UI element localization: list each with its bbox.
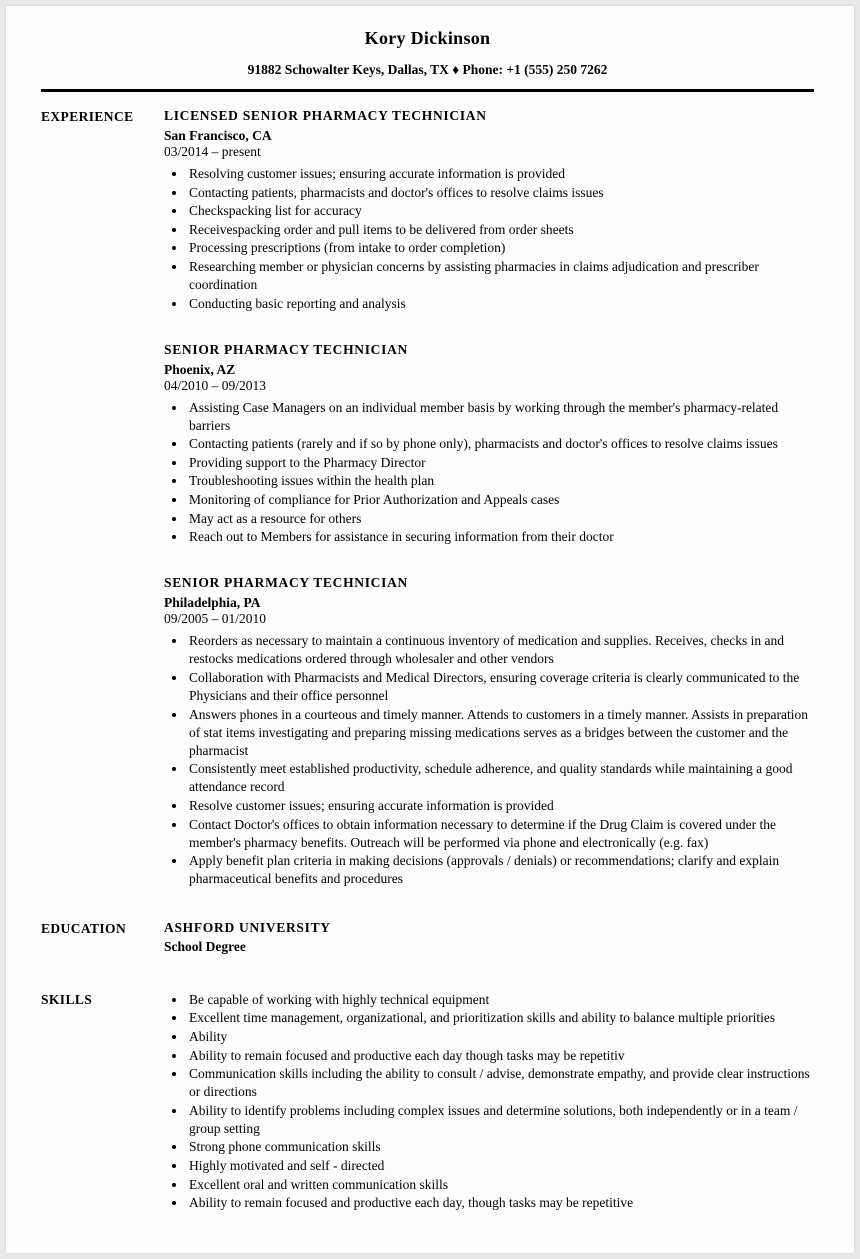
- section-skills: [41, 991, 814, 1213]
- job-bullet-list: [164, 399, 814, 547]
- section-label-skills: SKILLS: [41, 991, 93, 1007]
- bullet-item: • Collaboration with Pharmacists and Medical Directors, ensuring coverage criteria is clearly communicated to the Physicians and their office personnel: [187, 669, 814, 705]
- job-entry-3: [164, 575, 814, 888]
- bullet-item: • Checkspacking list for accuracy: [187, 202, 814, 220]
- bullet-item: • May act as a resource for others: [187, 510, 814, 528]
- bullet-item: • Consistently meet established productivity, schedule adherence, and quality standards while maintaining a good attendance record: [187, 760, 814, 796]
- bullet-item: • Ability: [187, 1028, 814, 1046]
- bullet-item: • Highly motivated and self - directed: [187, 1157, 814, 1175]
- skills-bullet-list: [164, 991, 814, 1212]
- bullet-item: • Monitoring of compliance for Prior Authorization and Appeals cases: [187, 491, 814, 509]
- bullet-item: • Troubleshooting issues within the health plan: [187, 472, 814, 490]
- bullet-item: • Excellent oral and written communication skills: [187, 1176, 814, 1194]
- experience-content: [164, 108, 814, 889]
- job-title: SENIOR PHARMACY TECHNICIAN: [164, 575, 408, 591]
- job-location: Philadelphia, PA: [164, 595, 261, 611]
- bullet-item: • Providing support to the Pharmacy Director: [187, 454, 814, 472]
- job-location: San Francisco, CA: [164, 128, 272, 143]
- bullet-item: • Strong phone communication skills: [187, 1138, 814, 1156]
- job-bullet-list: [164, 165, 814, 313]
- bullet-item: • Answers phones in a courteous and timely manner. Attends to customers in a timely manner. Assists in preparation of stat items investigating and preparing missing medications serves as a bridges between the customer and the pharmacist: [187, 706, 814, 760]
- section-label-experience: EXPERIENCE: [41, 109, 134, 124]
- bullet-item: • Receivespacking order and pull items to be delivered from order sheets: [187, 221, 814, 239]
- job-location: Phoenix, AZ: [164, 361, 236, 377]
- job-dates: 03/2014 – present: [164, 144, 261, 159]
- bullet-item: • Ability to remain focused and productive each day, though tasks may be repetitive: [187, 1194, 814, 1212]
- job-dates: 09/2005 – 01/2010: [164, 611, 267, 627]
- job-bullet-list: [164, 632, 814, 888]
- bullet-item: • Reorders as necessary to maintain a continuous inventory of medication and supplies. Receives, checks in and restocks medications ordered through wholesaler and other vendors: [187, 632, 814, 668]
- bullet-item: • Contact Doctor's offices to obtain information necessary to determine if the Drug Claim is covered under the member's pharmacy benefits. Outreach will be performed via phone and electronically (e.g. fax): [187, 816, 814, 852]
- section-experience: [41, 108, 814, 889]
- bullet-item: • Researching member or physician concerns by assisting pharmacies in claims adjudication and prescriber coordination: [187, 258, 814, 294]
- bullet-item: • Processing prescriptions (from intake to order completion): [187, 239, 814, 257]
- job-title: SENIOR PHARMACY TECHNICIAN: [164, 341, 408, 357]
- bullet-item: • Ability to remain focused and productive each day though tasks may be repetitiv: [187, 1047, 814, 1065]
- job-title: LICENSED SENIOR PHARMACY TECHNICIAN: [164, 108, 487, 123]
- bullet-item: • Reach out to Members for assistance in securing information from their doctor: [187, 528, 814, 546]
- bullet-item: • Be capable of working with highly technical equipment: [187, 991, 814, 1009]
- contact-line: 91882 Schowalter Keys, Dallas, TX ♦ Phone: +1 (555) 250 7262: [247, 62, 608, 77]
- bullet-item: • Contacting patients, pharmacists and doctor's offices to resolve claims issues: [187, 184, 814, 202]
- job-entry-2: [164, 342, 814, 547]
- bullet-item: • Excellent time management, organizational, and prioritization skills and ability to balance multiple priorities: [187, 1009, 814, 1027]
- bullet-item: • Communication skills including the ability to consult / advise, demonstrate empathy, and provide clear instructions or directions: [187, 1065, 814, 1101]
- bullet-item: • Ability to identify problems including complex issues and determine solutions, both independently or in a team / group setting: [187, 1102, 814, 1138]
- bullet-item: • Conducting basic reporting and analysis: [187, 295, 814, 313]
- bullet-item: • Assisting Case Managers on an individual member basis by working through the member's pharmacy-related barriers: [187, 399, 814, 435]
- school-name: ASHFORD UNIVERSITY: [164, 919, 331, 935]
- section-label-education: EDUCATION: [41, 920, 127, 936]
- candidate-name: Kory Dickinson: [364, 28, 491, 48]
- bullet-item: • Resolving customer issues; ensuring accurate information is provided: [187, 165, 814, 183]
- job-dates: 04/2010 – 09/2013: [164, 377, 267, 393]
- skills-content: [164, 991, 814, 1213]
- job-entry-1: [164, 108, 814, 313]
- resume-page: [6, 6, 854, 1253]
- degree-name: School Degree: [164, 938, 246, 954]
- bullet-item: • Resolve customer issues; ensuring accurate information is provided: [187, 797, 814, 815]
- header-divider: [41, 89, 814, 92]
- resume-header: [41, 28, 814, 78]
- bullet-item: • Apply benefit plan criteria in making decisions (approvals / denials) or recommendations; clarify and explain pharmaceutical benefits and procedures: [187, 852, 814, 888]
- section-education: [41, 920, 814, 955]
- education-content: [164, 920, 814, 955]
- bullet-item: • Contacting patients (rarely and if so by phone only), pharmacists and doctor's offices to resolve claims issues: [187, 435, 814, 453]
